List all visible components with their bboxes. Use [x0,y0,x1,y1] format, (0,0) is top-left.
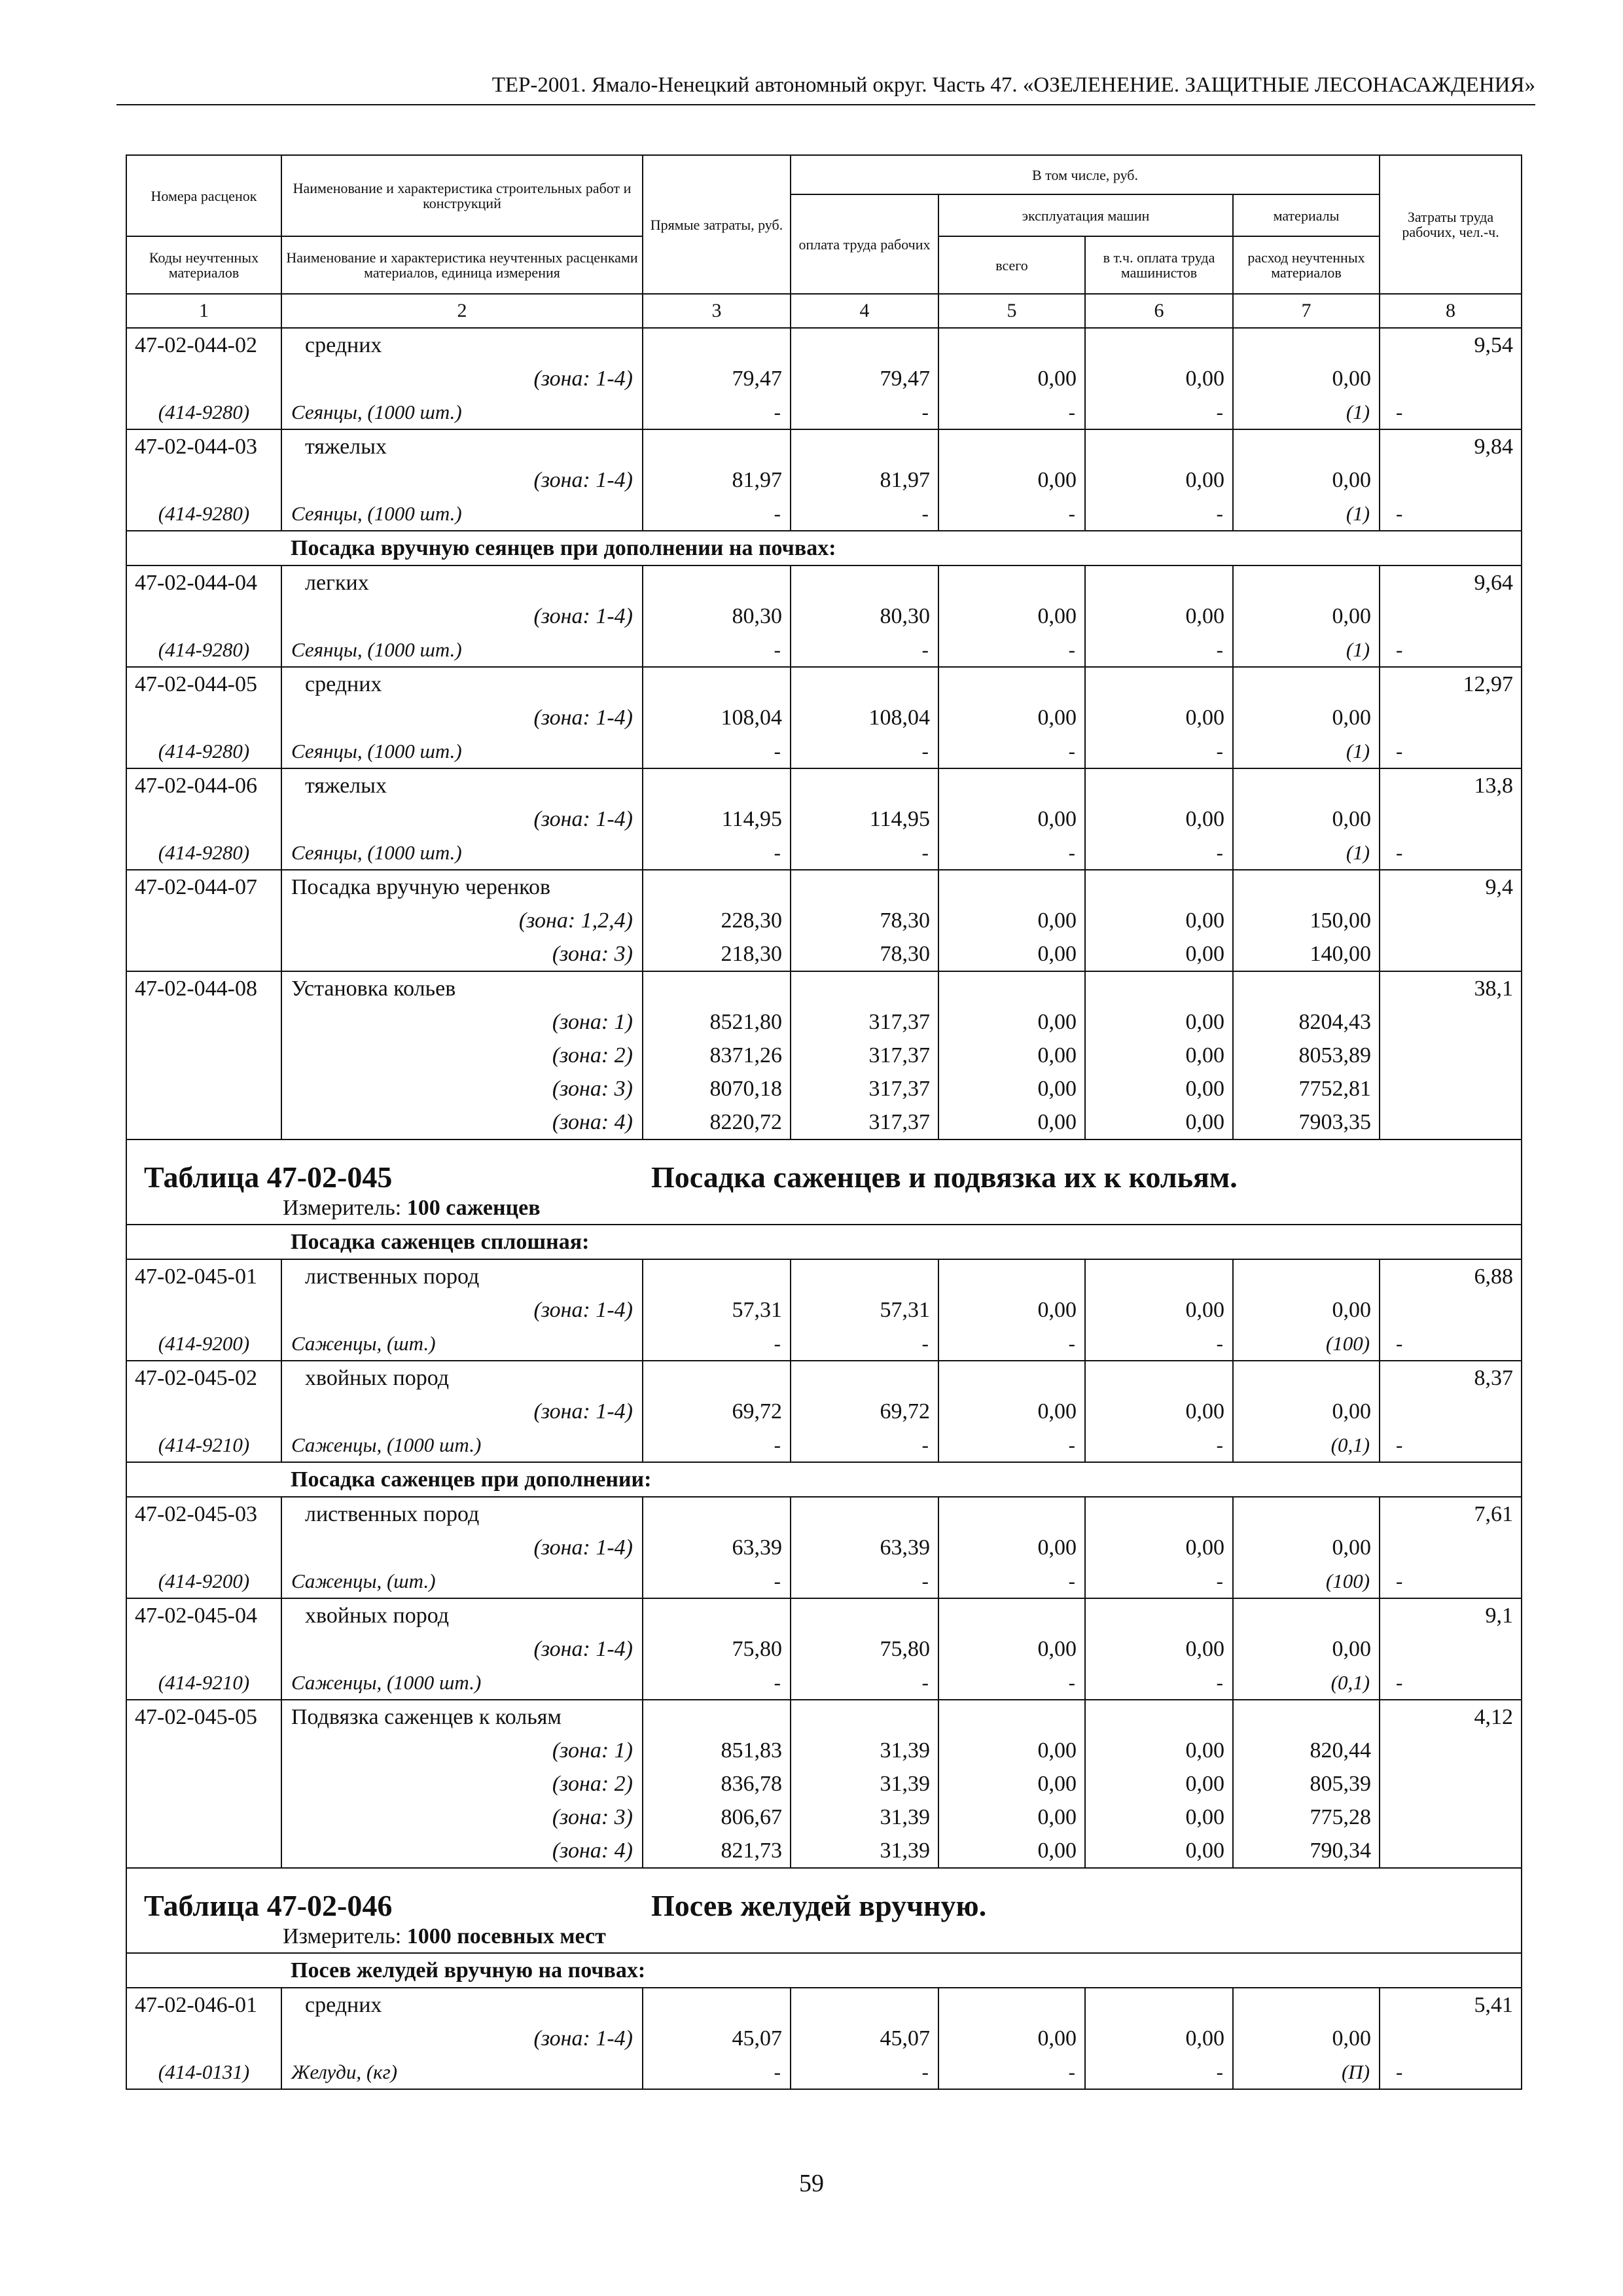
zone-label: (зона: 3) [281,1072,643,1105]
rate-name: лиственных пород [281,1259,643,1293]
operator-wages: 0,00 [1085,1105,1233,1139]
wages: 45,07 [791,2022,938,2055]
table-row [126,1834,1522,1868]
table-row [126,1039,1522,1072]
rate-name: средних [281,328,643,362]
labor-value: 5,41 [1380,1988,1522,2022]
rate-name: тяжелых [281,429,643,463]
table-row [126,1734,1522,1767]
wages: 57,31 [791,1293,938,1327]
operator-wages: 0,00 [1085,1005,1233,1039]
table-row [126,1259,1522,1293]
materials: 0,00 [1233,1531,1380,1564]
table-number: Таблица 47-02-046 [144,1889,393,1922]
machines-total: 0,00 [938,2022,1085,2055]
wages: 31,39 [791,1801,938,1834]
col-header-material-use: расход неучтенных материалов [1233,236,1380,294]
material-code: (414-9280) [126,633,281,667]
material-code: (414-9280) [126,497,281,531]
table-row [126,328,1522,362]
operator-wages: 0,00 [1085,1072,1233,1105]
col-header-machines: эксплуатация машин [938,194,1233,236]
material-code: (414-9210) [126,1428,281,1462]
zone-label: (зона: 1-4) [281,600,643,633]
machines-total: 0,00 [938,1632,1085,1666]
labor-value: 7,61 [1380,1497,1522,1531]
col-number: 6 [1085,294,1233,328]
materials: 805,39 [1233,1767,1380,1801]
table-row [126,1632,1522,1666]
table-title: Посадка саженцев и подвязка их к кольям. [651,1160,1238,1194]
rate-code: 47-02-045-05 [126,1700,281,1734]
direct-costs: 836,78 [643,1767,791,1801]
operator-wages: 0,00 [1085,1039,1233,1072]
rate-name: средних [281,667,643,701]
materials: 8053,89 [1233,1039,1380,1072]
wages: 114,95 [791,802,938,836]
operator-wages: 0,00 [1085,463,1233,497]
wages: 31,39 [791,1834,938,1868]
zone-label: (зона: 1) [281,1005,643,1039]
col-number: 5 [938,294,1085,328]
material-row: (414-0131) Желуди, (кг) - - - - (П) - [126,2055,1522,2089]
col-header-codes: Номера расценок [126,155,281,236]
materials: 0,00 [1233,701,1380,734]
section-title: Посадка саженцев сплошная: [281,1225,1522,1259]
section-row [126,1225,1522,1259]
zone-label: (зона: 1-4) [281,362,643,395]
machines-total: 0,00 [938,1834,1085,1868]
rate-name: легких [281,565,643,600]
material-qty: (1) [1233,497,1380,531]
measure-unit: Измеритель: 1000 посевных мест [283,1924,606,1948]
wages: 31,39 [791,1767,938,1801]
col-number: 1 [126,294,281,328]
col-header-materials: материалы [1233,194,1380,236]
machines-total: 0,00 [938,802,1085,836]
direct-costs: 75,80 [643,1632,791,1666]
col-header-material-codes: Коды неучтенных материалов [126,236,281,294]
material-qty: (1) [1233,734,1380,768]
operator-wages: 0,00 [1085,1531,1233,1564]
operator-wages: 0,00 [1085,1632,1233,1666]
wages: 78,30 [791,904,938,937]
zone-label: (зона: 1-4) [281,802,643,836]
material-qty: (0,1) [1233,1666,1380,1700]
zone-label: (зона: 1-4) [281,1293,643,1327]
wages: 317,37 [791,1105,938,1139]
machines-total: 0,00 [938,904,1085,937]
table-row [126,701,1522,734]
direct-costs: 821,73 [643,1834,791,1868]
rate-code: 47-02-044-04 [126,565,281,600]
wages: 317,37 [791,1005,938,1039]
material-row: (414-9280) Сеянцы, (1000 шт.) - - - - (1) - [126,836,1522,870]
direct-costs: 8371,26 [643,1039,791,1072]
labor-value: 9,1 [1380,1598,1522,1632]
materials: 150,00 [1233,904,1380,937]
wages: 31,39 [791,1734,938,1767]
zone-label: (зона: 1-4) [281,701,643,734]
wages: 108,04 [791,701,938,734]
rate-code: 47-02-046-01 [126,1988,281,2022]
material-code: (414-9280) [126,836,281,870]
materials: 775,28 [1233,1801,1380,1834]
rate-code: 47-02-044-08 [126,971,281,1005]
direct-costs: 8220,72 [643,1105,791,1139]
machines-total: 0,00 [938,1767,1085,1801]
section-title: Посадка вручную сеянцев при дополнении на почвах: [281,531,1522,565]
machines-total: 0,00 [938,463,1085,497]
rate-code: 47-02-044-02 [126,328,281,362]
material-name: Сеянцы, (1000 шт.) [281,734,643,768]
material-name: Саженцы, (1000 шт.) [281,1666,643,1700]
material-code: (414-9210) [126,1666,281,1700]
table-row [126,1700,1522,1734]
table-row [126,429,1522,463]
rate-name: хвойных пород [281,1598,643,1632]
materials: 0,00 [1233,463,1380,497]
rate-name: тяжелых [281,768,643,802]
table-row [126,1598,1522,1632]
wages: 63,39 [791,1531,938,1564]
direct-costs: 45,07 [643,2022,791,2055]
col-header-direct-costs: Прямые затраты, руб. [643,155,791,294]
table-row [126,870,1522,904]
direct-costs: 228,30 [643,904,791,937]
rate-code: 47-02-045-04 [126,1598,281,1632]
material-name: Саженцы, (1000 шт.) [281,1428,643,1462]
section-title: Посадка саженцев при дополнении: [281,1462,1522,1497]
direct-costs: 851,83 [643,1734,791,1767]
material-code: (414-9280) [126,734,281,768]
table-row [126,667,1522,701]
direct-costs: 108,04 [643,701,791,734]
material-name: Сеянцы, (1000 шт.) [281,395,643,429]
materials: 0,00 [1233,1632,1380,1666]
operator-wages: 0,00 [1085,904,1233,937]
wages: 79,47 [791,362,938,395]
machines-total: 0,00 [938,1072,1085,1105]
material-qty: (100) [1233,1564,1380,1598]
material-code: (414-9280) [126,395,281,429]
table-row [126,1072,1522,1105]
col-header-group: В том числе, руб. [791,155,1380,194]
machines-total: 0,00 [938,1293,1085,1327]
material-code: (414-9200) [126,1327,281,1361]
machines-total: 0,00 [938,1531,1085,1564]
section-title: Посев желудей вручную на почвах: [281,1953,1522,1988]
materials: 0,00 [1233,802,1380,836]
material-row: (414-9280) Сеянцы, (1000 шт.) - - - - (1) - [126,497,1522,531]
material-qty: (1) [1233,633,1380,667]
labor-value: 13,8 [1380,768,1522,802]
materials: 0,00 [1233,600,1380,633]
materials: 0,00 [1233,1293,1380,1327]
zone-label: (зона: 1-4) [281,2022,643,2055]
table-row [126,802,1522,836]
material-name: Саженцы, (шт.) [281,1327,643,1361]
operator-wages: 0,00 [1085,1395,1233,1428]
rate-code: 47-02-044-05 [126,667,281,701]
operator-wages: 0,00 [1085,701,1233,734]
table-title: Посев желудей вручную. [651,1889,987,1922]
material-name: Саженцы, (шт.) [281,1564,643,1598]
material-row: (414-9210) Саженцы, (1000 шт.) - - - - (0,1) - [126,1666,1522,1700]
labor-value: 9,4 [1380,870,1522,904]
material-name: Сеянцы, (1000 шт.) [281,497,643,531]
machines-total: 0,00 [938,1005,1085,1039]
table-row [126,937,1522,971]
operator-wages: 0,00 [1085,362,1233,395]
rate-name: Установка кольев [281,971,643,1005]
col-header-name: Наименование и характеристика строительных работ и конструкций [281,155,643,236]
material-code: (414-9200) [126,1564,281,1598]
table-row [126,1293,1522,1327]
labor-value: 9,54 [1380,328,1522,362]
materials: 7903,35 [1233,1105,1380,1139]
zone-label: (зона: 1-4) [281,463,643,497]
operator-wages: 0,00 [1085,1734,1233,1767]
machines-total: 0,00 [938,937,1085,971]
rate-code: 47-02-044-06 [126,768,281,802]
zone-label: (зона: 3) [281,1801,643,1834]
direct-costs: 8070,18 [643,1072,791,1105]
direct-costs: 80,30 [643,600,791,633]
table-row [126,1395,1522,1428]
zone-label: (зона: 2) [281,1039,643,1072]
table-row [126,768,1522,802]
labor-value: 6,88 [1380,1259,1522,1293]
materials: 0,00 [1233,362,1380,395]
materials: 0,00 [1233,1395,1380,1428]
rate-code: 47-02-045-01 [126,1259,281,1293]
zone-label: (зона: 1) [281,1734,643,1767]
col-number: 4 [791,294,938,328]
materials: 790,34 [1233,1834,1380,1868]
table-row [126,904,1522,937]
direct-costs: 57,31 [643,1293,791,1327]
rate-code: 47-02-044-03 [126,429,281,463]
material-row: (414-9280) Сеянцы, (1000 шт.) - - - - (1) - [126,633,1522,667]
labor-value: 8,37 [1380,1361,1522,1395]
zone-label: (зона: 4) [281,1105,643,1139]
zone-label: (зона: 1-4) [281,1632,643,1666]
col-number: 2 [281,294,643,328]
material-row: (414-9200) Саженцы, (шт.) - - - - (100) - [126,1327,1522,1361]
machines-total: 0,00 [938,1039,1085,1072]
wages: 317,37 [791,1072,938,1105]
zone-label: (зона: 1-4) [281,1395,643,1428]
material-row: (414-9210) Саженцы, (1000 шт.) - - - - (0,1) - [126,1428,1522,1462]
table-row [126,1767,1522,1801]
page-number: 59 [799,2170,824,2197]
zone-label: (зона: 3) [281,937,643,971]
table-row [126,1105,1522,1139]
table-row [126,600,1522,633]
material-qty: (100) [1233,1327,1380,1361]
direct-costs: 8521,80 [643,1005,791,1039]
machines-total: 0,00 [938,701,1085,734]
materials: 0,00 [1233,2022,1380,2055]
wages: 80,30 [791,600,938,633]
table-row [126,463,1522,497]
wages: 317,37 [791,1039,938,1072]
rate-name: средних [281,1988,643,2022]
col-number: 3 [643,294,791,328]
table-number: Таблица 47-02-045 [144,1160,393,1194]
machines-total: 0,00 [938,1801,1085,1834]
rate-code: 47-02-045-02 [126,1361,281,1395]
material-qty: (1) [1233,395,1380,429]
rate-name: Посадка вручную черенков [281,870,643,904]
operator-wages: 0,00 [1085,1834,1233,1868]
table-row [126,971,1522,1005]
zone-label: (зона: 2) [281,1767,643,1801]
col-number: 8 [1380,294,1522,328]
operator-wages: 0,00 [1085,802,1233,836]
col-header-operator-wages: в т.ч. оплата труда машинистов [1085,236,1233,294]
material-name: Сеянцы, (1000 шт.) [281,836,643,870]
material-name: Сеянцы, (1000 шт.) [281,633,643,667]
material-code: (414-0131) [126,2055,281,2089]
operator-wages: 0,00 [1085,2022,1233,2055]
table-row [126,1005,1522,1039]
col-header-machines-total: всего [938,236,1085,294]
labor-value: 4,12 [1380,1700,1522,1734]
labor-value: 9,84 [1380,429,1522,463]
operator-wages: 0,00 [1085,937,1233,971]
table-row [126,362,1522,395]
labor-value: 12,97 [1380,667,1522,701]
direct-costs: 63,39 [643,1531,791,1564]
rate-code: 47-02-045-03 [126,1497,281,1531]
operator-wages: 0,00 [1085,1293,1233,1327]
rates-table [126,154,1522,2090]
direct-costs: 218,30 [643,937,791,971]
operator-wages: 0,00 [1085,1801,1233,1834]
materials: 140,00 [1233,937,1380,971]
direct-costs: 806,67 [643,1801,791,1834]
machines-total: 0,00 [938,1734,1085,1767]
col-header-material-names: Наименование и характеристика неучтенных расценками материалов, единица измерения [281,236,643,294]
material-qty: (1) [1233,836,1380,870]
table-row [126,565,1522,600]
measure-unit: Измеритель: 100 саженцев [283,1196,541,1220]
material-name: Желуди, (кг) [281,2055,643,2089]
machines-total: 0,00 [938,600,1085,633]
materials: 8204,43 [1233,1005,1380,1039]
labor-value: 9,64 [1380,565,1522,600]
material-row: (414-9200) Саженцы, (шт.) - - - - (100) - [126,1564,1522,1598]
material-row: (414-9280) Сеянцы, (1000 шт.) - - - - (1) - [126,734,1522,768]
rate-name: Подвязка саженцев к кольям [281,1700,643,1734]
col-number: 7 [1233,294,1380,328]
direct-costs: 81,97 [643,463,791,497]
labor-value: 38,1 [1380,971,1522,1005]
zone-label: (зона: 1-4) [281,1531,643,1564]
direct-costs: 79,47 [643,362,791,395]
rate-name: хвойных пород [281,1361,643,1395]
table-row [126,2022,1522,2055]
rate-code: 47-02-044-07 [126,870,281,904]
col-header-wages: оплата труда рабочих [791,194,938,294]
wages: 81,97 [791,463,938,497]
material-qty: (П) [1233,2055,1380,2089]
running-header: ТЕР-2001. Ямало-Ненецкий автономный округ. Часть 47. «ОЗЕЛЕНЕНИЕ. ЗАЩИТНЫЕ ЛЕСОНАСАЖДЕНИЯ» [116,73,1535,105]
machines-total: 0,00 [938,1105,1085,1139]
section-row [126,1953,1522,1988]
wages: 78,30 [791,937,938,971]
section-row [126,531,1522,565]
material-row: (414-9280) Сеянцы, (1000 шт.) - - - - (1) - [126,395,1522,429]
table-row [126,1497,1522,1531]
section-row [126,1462,1522,1497]
operator-wages: 0,00 [1085,1767,1233,1801]
table-row [126,1801,1522,1834]
operator-wages: 0,00 [1085,600,1233,633]
zone-label: (зона: 4) [281,1834,643,1868]
machines-total: 0,00 [938,362,1085,395]
materials: 820,44 [1233,1734,1380,1767]
table-row [126,1531,1522,1564]
machines-total: 0,00 [938,1395,1085,1428]
wages: 69,72 [791,1395,938,1428]
table-row [126,1361,1522,1395]
zone-label: (зона: 1,2,4) [281,904,643,937]
rate-name: лиственных пород [281,1497,643,1531]
direct-costs: 69,72 [643,1395,791,1428]
wages: 75,80 [791,1632,938,1666]
materials: 7752,81 [1233,1072,1380,1105]
material-qty: (0,1) [1233,1428,1380,1462]
table-row [126,1988,1522,2022]
col-header-labor: Затраты труда рабочих, чел.-ч. [1380,155,1522,294]
direct-costs: 114,95 [643,802,791,836]
